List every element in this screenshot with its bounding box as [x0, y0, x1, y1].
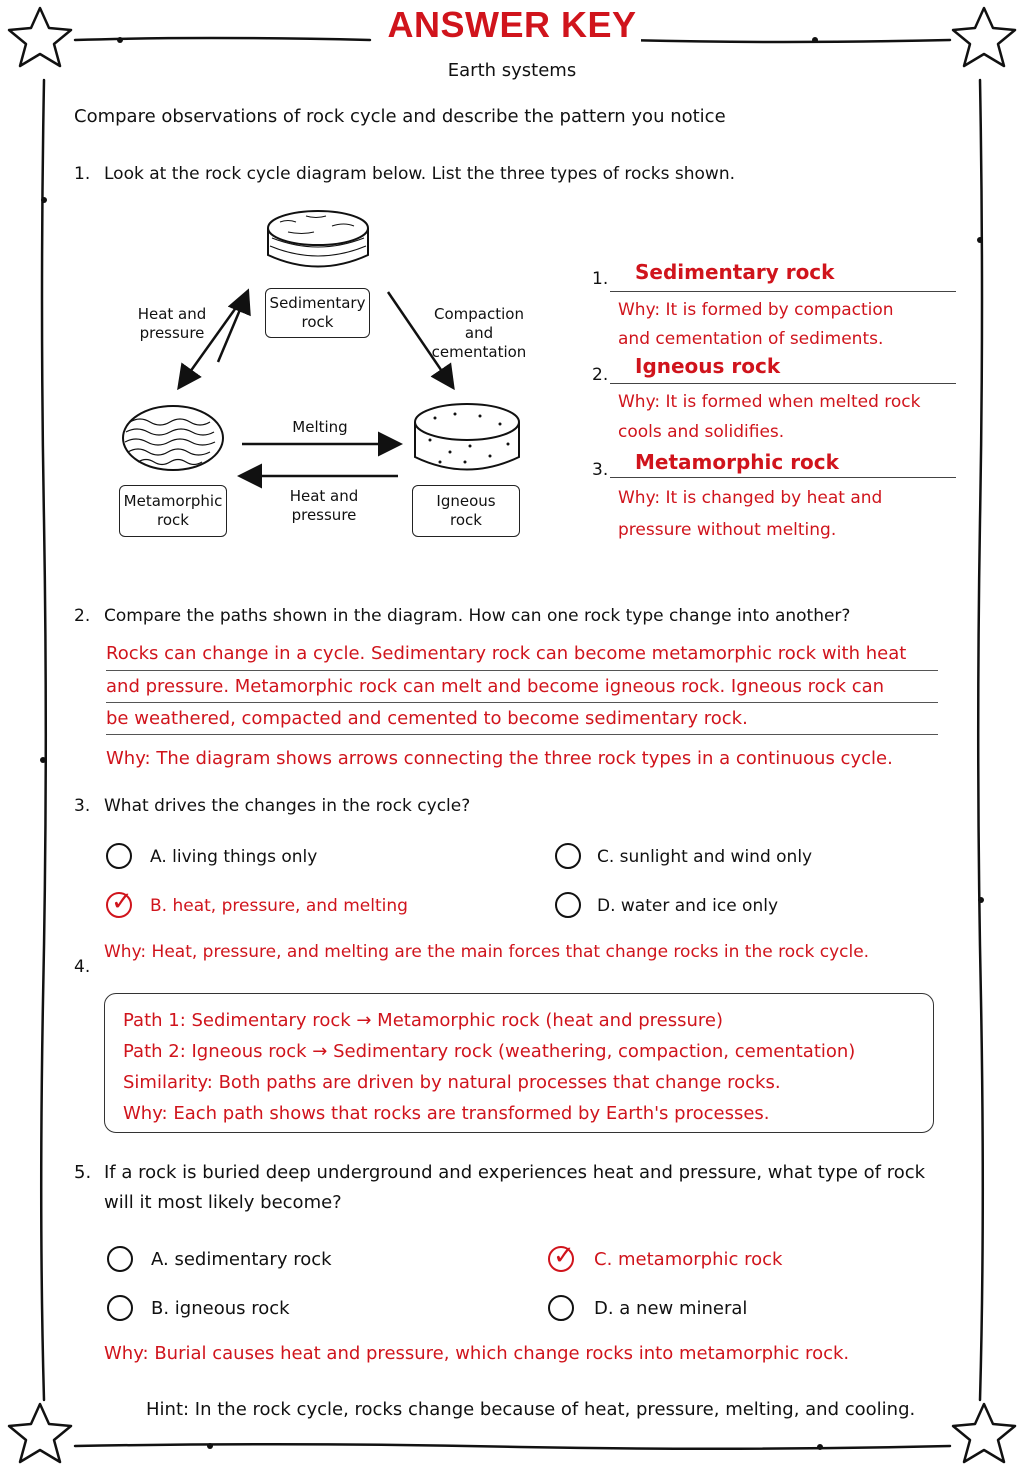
- q1-answer-1: [592, 258, 956, 348]
- metamorphic-rock-image: [123, 406, 223, 470]
- answer-rock: Metamorphic rock: [635, 450, 839, 474]
- title-text: ANSWER KEY: [383, 4, 640, 45]
- q3-option-c-radio[interactable]: [555, 843, 581, 869]
- answer-why: Why: It is formed when melted rock: [618, 392, 921, 412]
- q1-number: 1.: [74, 164, 91, 184]
- q5-why: Why: Burial causes heat and pressure, which change rocks into metamorphic rock.: [104, 1343, 850, 1364]
- q5-option-b-label: B. igneous rock: [151, 1298, 290, 1319]
- answer-number: 2.: [592, 365, 609, 385]
- q1-answer-3: [592, 449, 956, 545]
- q5-option-c-label: C. metamorphic rock: [594, 1249, 783, 1270]
- heat-pressure-label-bottom: Heat and pressure: [289, 487, 359, 524]
- answer-line: [610, 383, 956, 384]
- q2-number: 2.: [74, 606, 91, 626]
- compaction-label: Compaction and cementation: [431, 305, 527, 361]
- q4-line: Path 2: Igneous rock → Sedimentary rock (weathering, compaction, cementation): [123, 1041, 856, 1062]
- q2-answer-line: be weathered, compacted and cemented to become sedimentary rock.: [106, 708, 748, 729]
- q2-answer-line: Rocks can change in a cycle. Sedimentary rock can become metamorphic rock with heat: [106, 643, 907, 664]
- q1-answer-2: [592, 354, 956, 444]
- instructions: Compare observations of rock cycle and describe the pattern you notice: [74, 106, 726, 127]
- q5-option-d-label: D. a new mineral: [594, 1298, 748, 1319]
- checkmark-icon: ✓: [111, 887, 133, 917]
- q3-why: Why: Heat, pressure, and melting are the main forces that change rocks in the rock cycle.: [104, 942, 870, 962]
- answer-line: [610, 291, 956, 292]
- q5-option-b-radio[interactable]: [107, 1295, 133, 1321]
- q3-option-b-radio[interactable]: [106, 887, 133, 918]
- q5-option-c-radio[interactable]: [548, 1241, 575, 1272]
- hint-text: Hint: In the rock cycle, rocks change because of heat, pressure, melting, and cooling.: [146, 1399, 916, 1420]
- answer-rock: Sedimentary rock: [635, 260, 835, 284]
- writing-line: [106, 670, 938, 671]
- rock-cycle-diagram: [110, 200, 560, 550]
- star-icon: [953, 1404, 1015, 1462]
- q5-option-a-radio[interactable]: [107, 1246, 133, 1272]
- q4-line: Path 1: Sedimentary rock → Metamorphic rock (heat and pressure): [123, 1010, 723, 1031]
- q5-prompt-line1: If a rock is buried deep underground and experiences heat and pressure, what type of rock: [104, 1162, 926, 1183]
- q2-answer-line: and pressure. Metamorphic rock can melt and become igneous rock. Igneous rock can: [106, 676, 885, 697]
- igneous-rock-image: [415, 404, 519, 470]
- answer-line: [610, 477, 956, 478]
- q3-option-d-radio[interactable]: [555, 892, 581, 918]
- checkmark-icon: ✓: [553, 1241, 575, 1271]
- answer-why: pressure without melting.: [618, 520, 837, 540]
- q3-prompt: What drives the changes in the rock cycle?: [104, 796, 471, 816]
- heat-pressure-label-left: Heat and pressure: [137, 305, 207, 342]
- page-title: [0, 4, 1024, 46]
- sedimentary-rock-image: [268, 211, 368, 267]
- q5-prompt-line2: will it most likely become?: [104, 1192, 342, 1213]
- q3-number: 3.: [74, 796, 91, 816]
- answer-why: and cementation of sediments.: [618, 329, 884, 349]
- answer-why: cools and solidifies.: [618, 422, 785, 442]
- answer-number: 3.: [592, 460, 609, 480]
- answer-why: Why: It is formed by compaction: [618, 300, 894, 320]
- q4-line: Why: Each path shows that rocks are transformed by Earth's processes.: [123, 1103, 770, 1124]
- writing-line: [106, 734, 938, 735]
- page-subtitle: Earth systems: [447, 60, 577, 81]
- q3-option-a-radio[interactable]: [106, 843, 132, 869]
- q5-option-a-label: A. sedimentary rock: [151, 1249, 332, 1270]
- answer-number: 1.: [592, 269, 609, 289]
- q3-option-c-label: C. sunlight and wind only: [597, 847, 813, 867]
- q3-option-a-label: A. living things only: [150, 847, 318, 867]
- q4-line: Similarity: Both paths are driven by natural processes that change rocks.: [123, 1072, 781, 1093]
- metamorphic-rock-box: Metamorphic rock: [119, 485, 227, 537]
- answer-why: Why: It is changed by heat and: [618, 488, 883, 508]
- q3-option-d-label: D. water and ice only: [597, 896, 779, 916]
- q2-prompt: Compare the paths shown in the diagram. How can one rock type change into another?: [104, 606, 851, 626]
- q3-option-b-label: B. heat, pressure, and melting: [150, 896, 408, 916]
- q1-prompt: Look at the rock cycle diagram below. List the three types of rocks shown.: [104, 164, 735, 184]
- sedimentary-rock-box: Sedimentary rock: [265, 288, 370, 338]
- q2-why: Why: The diagram shows arrows connecting the three rock types in a continuous cycle.: [106, 748, 893, 769]
- writing-line: [106, 702, 938, 703]
- q4-number: 4.: [74, 957, 91, 977]
- melting-label: Melting: [292, 418, 348, 436]
- q5-number: 5.: [74, 1162, 92, 1183]
- q5-option-d-radio[interactable]: [548, 1295, 574, 1321]
- igneous-rock-box: Igneous rock: [412, 485, 520, 537]
- q4-answer-box: [104, 993, 934, 1133]
- star-icon: [9, 1404, 71, 1462]
- answer-rock: Igneous rock: [635, 354, 781, 378]
